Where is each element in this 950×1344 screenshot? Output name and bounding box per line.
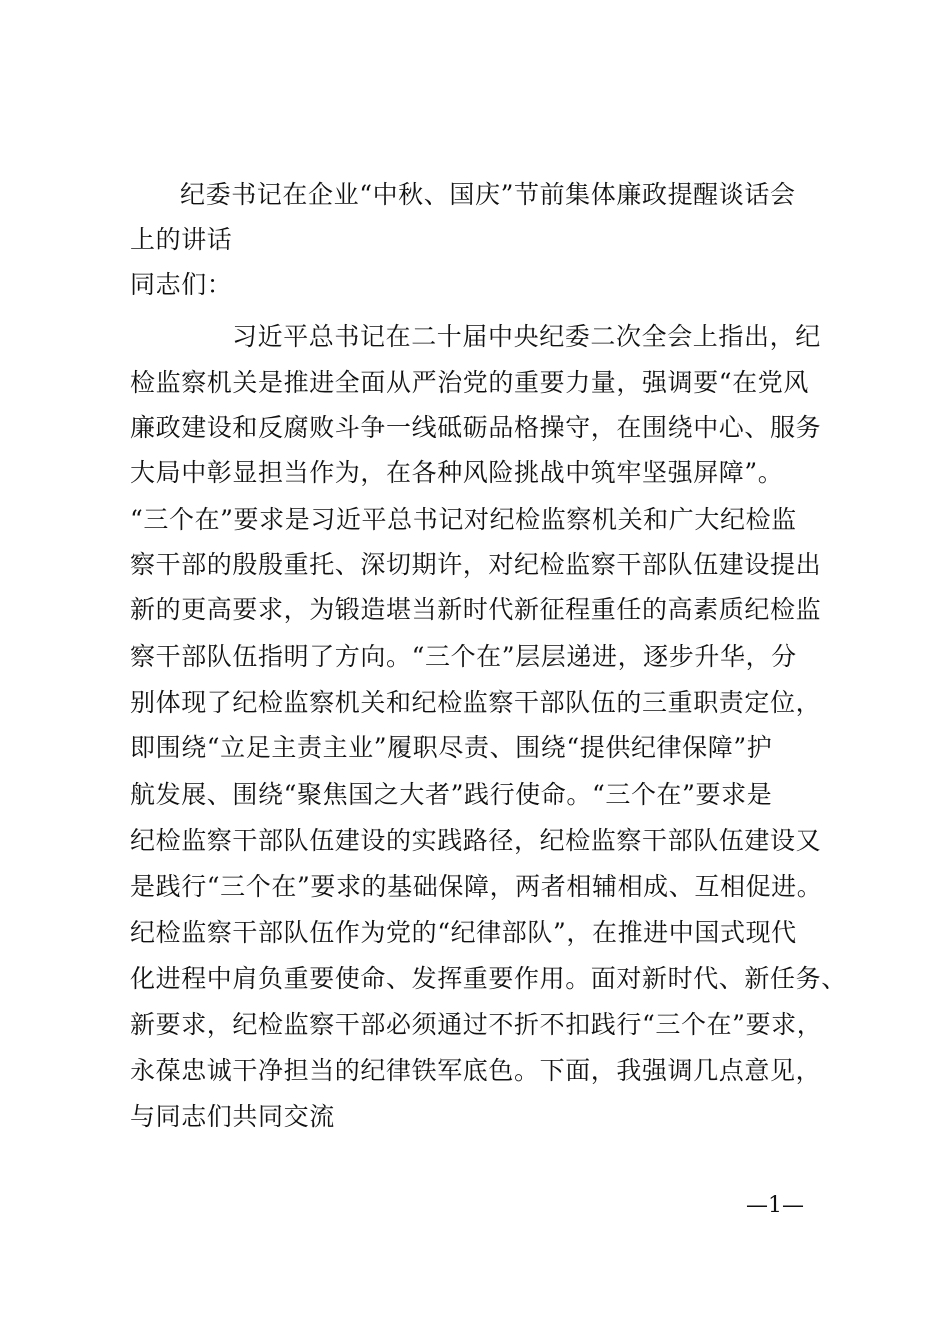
body-line: 习近平总书记在二十届中央纪委二次全会上指出，纪 bbox=[232, 322, 821, 351]
body-line: 新的更高要求，为锻造堪当新时代新征程重任的高素质纪检监 bbox=[130, 595, 822, 624]
body-line: 化进程中肩负重要使命、发挥重要作用。面对新时代、新任务、 bbox=[130, 964, 847, 993]
speech-title-line-2: 上的讲话 bbox=[130, 225, 233, 254]
body-line: 即围绕“立足主责主业”履职尽责、围绕“提供纪律保障”护 bbox=[130, 733, 773, 762]
body-line: 廉政建设和反腐败斗争一线砥砺品格操守，在围绕中心、服务 bbox=[130, 413, 822, 442]
body-line: 与同志们共同交流 bbox=[130, 1102, 335, 1131]
body-line: 大局中彰显担当作为，在各种风险挑战中筑牢坚强屏障”。 bbox=[130, 458, 784, 487]
body-line: 察干部的殷殷重托、深切期许，对纪检监察干部队伍建设提出 bbox=[130, 550, 822, 579]
salutation: 同志们： bbox=[130, 270, 233, 299]
body-line: 别体现了纪检监察机关和纪检监察干部队伍的三重职责定位， bbox=[130, 688, 822, 717]
body-line: 新要求，纪检监察干部必须通过不折不扣践行“三个在”要求， bbox=[130, 1010, 823, 1039]
body-line: 察干部队伍指明了方向。“三个在”层层递进，逐步升华，分 bbox=[130, 642, 797, 671]
body-line: 检监察机关是推进全面从严治党的重要力量，强调要“在党风 bbox=[130, 368, 809, 397]
body-line: 航发展、围绕“聚焦国之大者”践行使命。“三个在”要求是 bbox=[130, 780, 773, 809]
body-line: 永葆忠诚干净担当的纪律铁军底色。下面，我强调几点意见， bbox=[130, 1056, 822, 1085]
body-line: 纪检监察干部队伍作为党的“纪律部队”，在推进中国式现代 bbox=[130, 918, 797, 947]
body-line: 是践行“三个在”要求的基础保障，两者相辅相成、互相促进。 bbox=[130, 872, 823, 901]
body-line: 纪检监察干部队伍建设的实践路径，纪检监察干部队伍建设又 bbox=[130, 826, 822, 855]
page-number: —1— bbox=[746, 1193, 804, 1218]
speech-title-line-1: 纪委书记在企业“中秋、国庆”节前集体廉政提醒谈话会 bbox=[180, 180, 796, 209]
body-line: “三个在”要求是习近平总书记对纪检监察机关和广大纪检监 bbox=[130, 505, 797, 534]
